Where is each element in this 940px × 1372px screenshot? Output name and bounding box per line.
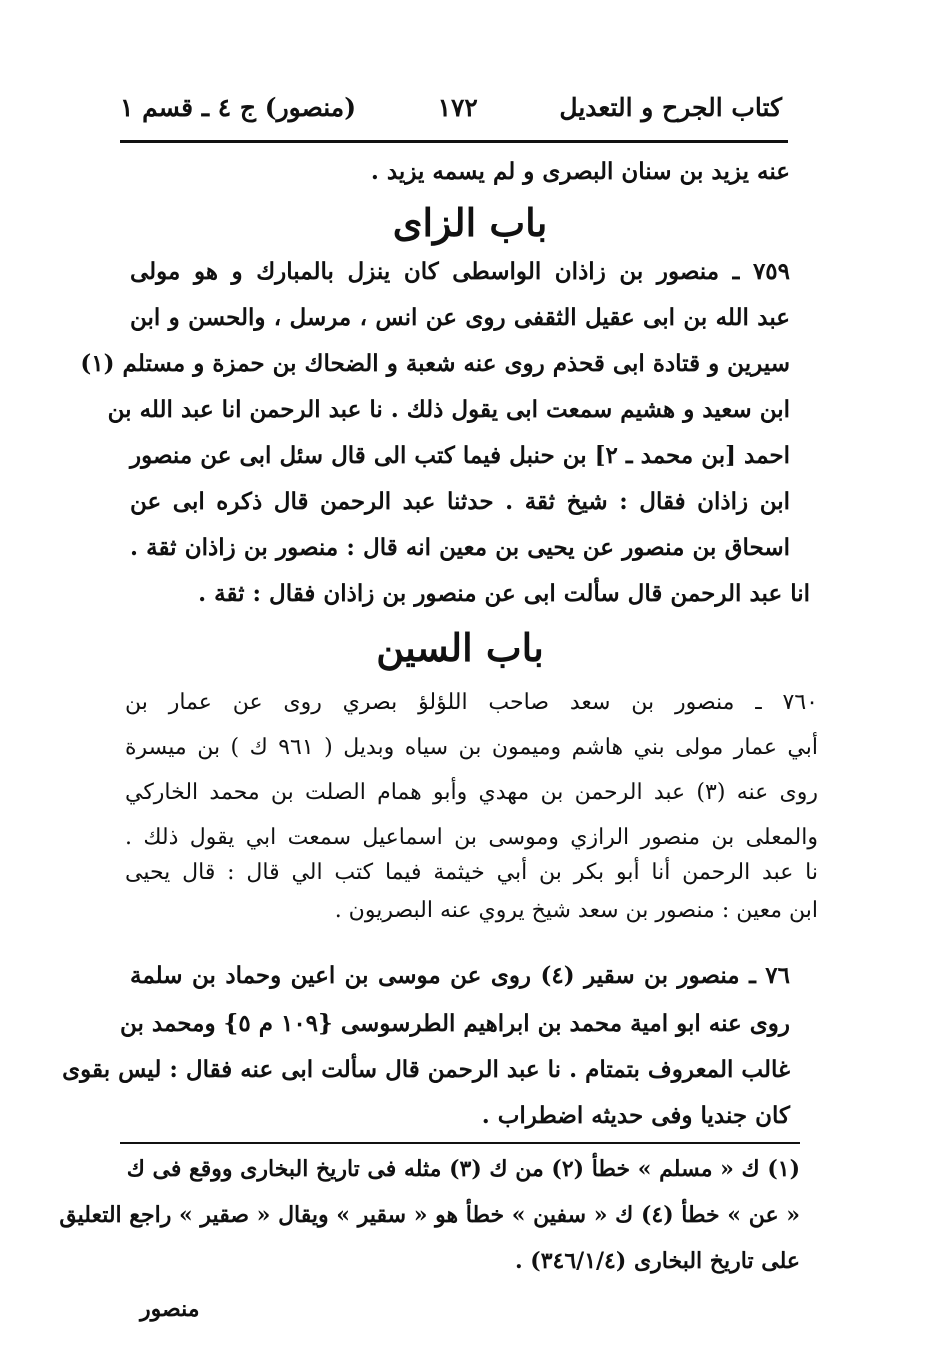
chapter-heading-zay: باب الزاى (392, 200, 548, 245)
footnote-line: « عن » خطأ (٤) ك « سفين » خطأ هو « سقير » ويقال « صقير » راجع التعليق (59, 1202, 800, 1228)
chapter-heading-sin: باب السين (376, 625, 544, 670)
page-number: ١٧٢ (437, 92, 478, 122)
entry-line: ابن سعيد و هشيم سمعت ابى يقول ذلك . نا عبد الرحمن انا عبد الله بن (107, 396, 790, 423)
entry-line: عبد الله بن ابى عقيل الثقفى روى عن انس ، مرسل ، والحسن و ابن (130, 304, 790, 331)
header-rule (120, 140, 788, 143)
entry-line: ٧٦٠ ـ منصور بن سعد صاحب اللؤلؤ بصري روى عن عمار بن (125, 690, 818, 715)
catchword: منصور (140, 1296, 200, 1322)
entry-line: والمعلى بن منصور الرازي وموسى بن اسماعيل سمعت ابي يقول ذلك . (125, 825, 818, 850)
section-label: (منصور) ج ٤ ـ قسم ١ (120, 92, 357, 122)
footnote-rule (120, 1142, 800, 1144)
running-header (120, 88, 782, 126)
entry-line: ٧٥٩ ـ منصور بن زاذان الواسطى كان ينزل بالمبارك و هو مولى (130, 258, 790, 285)
entry-line: روى عنه (٣) عبد الرحمن بن مهدي وأبو همام الصلت بن محمد الخاركي (125, 780, 818, 805)
entry-line: ٧٦ ـ منصور بن سقير (٤) روى عن موسى بن اعين وحماد بن سلمة (130, 962, 790, 989)
entry-line: انا عبد الرحمن قال سألت ابى عن منصور بن زاذان فقال : ثقة . (198, 580, 810, 607)
entry-line: سيرين و قتادة ابى قحذم روى عنه شعبة و الضحاك بن حمزة و مستلم (١) (80, 350, 790, 377)
entry-line: ابن زاذان فقال : شيخ ثقة . حدثنا عبد الرحمن قال ذكره ابى عن (130, 488, 790, 515)
book-title: كتاب الجرح و التعديل (559, 92, 782, 122)
entry-line: احمد [بن محمد ـ ٢] بن حنبل فيما كتب الى قال سئل ابى عن منصور (130, 442, 790, 469)
continuation-line: عنه يزيد بن سنان البصرى و لم يسمه يزيد . (370, 158, 790, 185)
entry-line: غالب المعروف بتمتام . نا عبد الرحمن قال سألت ابى عنه فقال : ليس بقوى (62, 1056, 790, 1083)
entry-line: ابن معين : منصور بن سعد شيخ يروي عنه البصريون . (334, 898, 818, 923)
footnote-line: (١) ك « مسلم » خطأ (٢) من ك (٣) مثله فى تاريخ البخارى ووقع فى ك (126, 1156, 800, 1182)
footnote-line: على تاريخ البخارى (٣٤٦/١/٤) . (514, 1248, 800, 1274)
entry-line: اسحاق بن منصور عن يحيى بن معين انه قال : منصور بن زاذان ثقة . (130, 534, 790, 561)
entry-line: روى عنه ابو امية محمد بن ابراهيم الطرسوسى {١٠٩ م ٥} ومحمد بن (119, 1010, 790, 1037)
entry-line: كان جنديا وفى حديثه اضطراب . (481, 1102, 790, 1129)
entry-line: نا عبد الرحمن أنا أبو بكر بن أبي خيثمة فيما كتب الي قال : قال يحيى (125, 860, 818, 885)
entry-line: أبي عمار مولى بني هاشم وميمون بن سياه وبديل ( ٩٦١ ك ) بن ميسرة (125, 735, 818, 760)
